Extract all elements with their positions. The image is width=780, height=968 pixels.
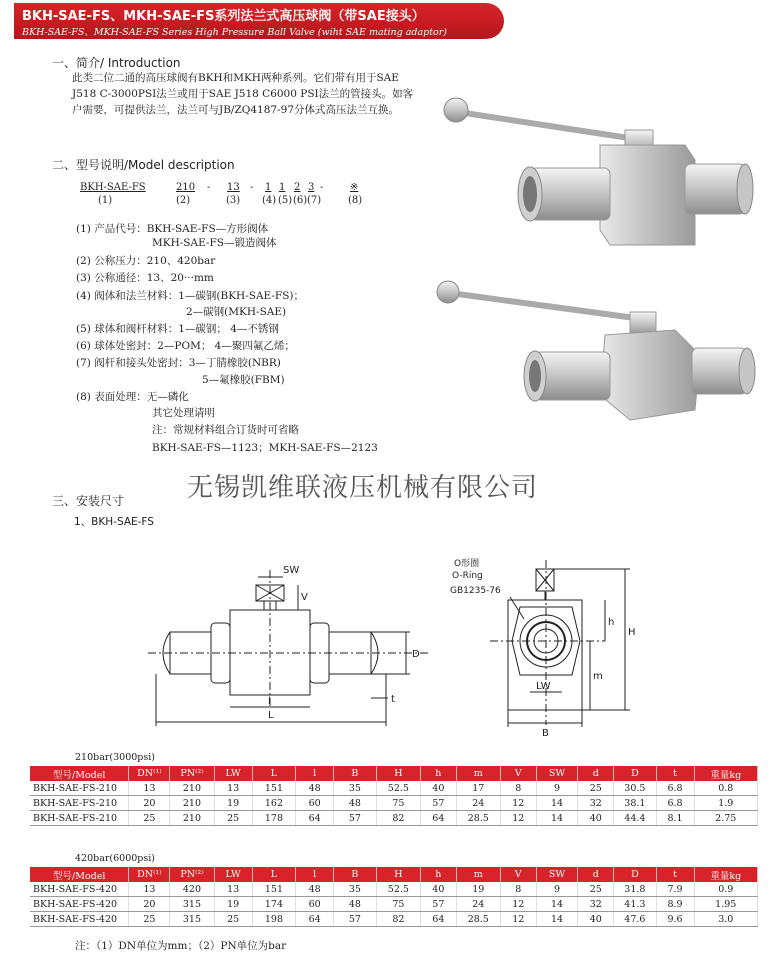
table-header-cell: LW <box>214 867 252 882</box>
table-cell: 35 <box>333 781 376 796</box>
table-header-cell: h <box>420 867 456 882</box>
table-cell: 40 <box>420 882 456 897</box>
table-cell: 25 <box>214 811 252 826</box>
code-part: BKH-SAE-FS <box>80 182 146 193</box>
table-cell: BKH-SAE-FS-210 <box>30 781 129 796</box>
code-num: (8) <box>348 195 363 206</box>
code-part: - <box>320 182 324 193</box>
table-cell: 2.75 <box>694 811 757 826</box>
table-header-cell: m <box>456 867 500 882</box>
table-header-cell: 重量kg <box>694 867 757 882</box>
table-row <box>30 811 758 826</box>
oring-label: O-Ring <box>452 571 483 581</box>
table-cell: 48 <box>296 882 334 897</box>
code-part: 210 <box>176 182 196 193</box>
table-cell: 24 <box>456 897 500 912</box>
title-banner <box>14 3 504 39</box>
table-cell: 57 <box>333 912 376 927</box>
table-cell: 9 <box>536 781 578 796</box>
table-cell: 14 <box>536 912 578 927</box>
table-cell: 32 <box>578 897 614 912</box>
product-photos <box>420 90 770 450</box>
table-header-cell: LW <box>214 766 252 781</box>
table-cell: BKH-SAE-FS-210 <box>30 796 129 811</box>
table-cell: 20 <box>129 796 170 811</box>
table-cell: 28.5 <box>456 912 500 927</box>
table-header-cell: D <box>614 867 656 882</box>
table-cell: 1.9 <box>694 796 757 811</box>
table-420-caption: 420bar(6000psi) <box>75 853 156 864</box>
table-cell: 14 <box>536 796 578 811</box>
code-part: - <box>207 182 211 193</box>
table-cell: 13 <box>214 781 252 796</box>
table-header-cell: m <box>456 766 500 781</box>
code-part: 1 <box>279 182 286 193</box>
table-cell: 19 <box>214 897 252 912</box>
title-cn: BKH-SAE-FS、MKH-SAE-FS系列法兰式高压球阀（带SAE接头） <box>22 9 425 24</box>
table-cell: 48 <box>333 897 376 912</box>
dim-label: D <box>412 649 420 660</box>
table-cell: 35 <box>333 882 376 897</box>
table-cell: 8 <box>500 781 536 796</box>
table-cell: 14 <box>536 811 578 826</box>
table-cell: 6.8 <box>656 796 694 811</box>
table-header-cell: SW <box>536 766 578 781</box>
model-item: MKH-SAE-FS—锻造阀体 <box>152 237 277 249</box>
table-header-cell: d <box>578 867 614 882</box>
dim-label: t <box>391 694 395 705</box>
table-cell: 40 <box>420 781 456 796</box>
model-item: (6) 球体处密封：2—POM； 4—聚四氟乙烯； <box>76 340 295 352</box>
model-item: 其它处理请明 <box>152 407 215 419</box>
table-cell: 12 <box>500 897 536 912</box>
model-item: (1) 产品代号：BKH-SAE-FS—方形阀体 <box>76 223 269 235</box>
model-item: (5) 球体和阀杆材料：1—碳钢； 4—不锈钢 <box>76 323 279 335</box>
table-header-cell: t <box>656 766 694 781</box>
code-part: 1 <box>265 182 272 193</box>
model-heading: 二、型号说明/Model description <box>52 158 235 172</box>
code-part: 13 <box>227 182 240 193</box>
oring-label: GB1235-76 <box>450 586 501 596</box>
table-cell: 52.5 <box>376 781 420 796</box>
model-item: (8) 表面处理：无—磷化 <box>76 391 189 403</box>
table-cell: 38.1 <box>614 796 656 811</box>
table-cell: 8 <box>500 882 536 897</box>
table-cell: 14 <box>536 897 578 912</box>
table-header-cell: H <box>376 766 420 781</box>
dim-label: l <box>268 696 271 707</box>
table-cell: 64 <box>296 811 334 826</box>
intro-heading: 一、简介/ Introduction <box>52 56 181 70</box>
table-cell: 44.4 <box>614 811 656 826</box>
table-row <box>30 897 758 912</box>
table-header-cell: L <box>252 766 296 781</box>
table-header-cell: l <box>296 766 334 781</box>
table-cell: 20 <box>129 897 170 912</box>
table-cell: 12 <box>500 811 536 826</box>
table-cell: 25 <box>129 811 170 826</box>
title-en: BKH-SAE-FS、MKH-SAE-FS Series High Pressure Ball Valve (wiht SAE mating adaptor) <box>22 27 447 38</box>
table-header-cell: h <box>420 766 456 781</box>
table-cell: 8.9 <box>656 897 694 912</box>
install-subheading: 1、BKH-SAE-FS <box>74 516 154 528</box>
table-cell: 64 <box>420 811 456 826</box>
table-cell: 28.5 <box>456 811 500 826</box>
table-cell: 13 <box>129 781 170 796</box>
oring-label: O形圈 <box>454 559 480 569</box>
table-cell: 3.0 <box>694 912 757 927</box>
table-row <box>30 882 758 897</box>
table-cell: 64 <box>296 912 334 927</box>
table-cell: 178 <box>252 811 296 826</box>
table-cell: 19 <box>456 882 500 897</box>
table-cell: 40 <box>578 912 614 927</box>
code-num: (5) <box>278 195 293 206</box>
table-cell: 40 <box>578 811 614 826</box>
table-header-cell: PN⁽²⁾ <box>170 867 214 882</box>
code-num: (3) <box>226 195 241 206</box>
table-cell: BKH-SAE-FS-420 <box>30 897 129 912</box>
dim-label: B <box>542 728 549 739</box>
table-cell: 12 <box>500 796 536 811</box>
table-cell: 57 <box>333 811 376 826</box>
table-cell: 13 <box>214 882 252 897</box>
table-cell: 47.6 <box>614 912 656 927</box>
dim-label: LW <box>536 681 551 692</box>
table-cell: 210 <box>170 796 214 811</box>
model-item: 5—氟橡胶(FBM) <box>202 374 285 386</box>
table-cell: 31.8 <box>614 882 656 897</box>
code-num: (4) <box>262 195 277 206</box>
table-cell: 151 <box>252 882 296 897</box>
table-header-cell: B <box>333 867 376 882</box>
table-cell: 25 <box>578 882 614 897</box>
code-num: (7) <box>307 195 322 206</box>
table-cell: 48 <box>333 796 376 811</box>
table-cell: 41.3 <box>614 897 656 912</box>
table-cell: 25 <box>578 781 614 796</box>
table-cell: 162 <box>252 796 296 811</box>
code-part: 2 <box>294 182 301 193</box>
table-cell: 151 <box>252 781 296 796</box>
table-cell: BKH-SAE-FS-420 <box>30 882 129 897</box>
table-header-cell: V <box>500 766 536 781</box>
table-cell: 0.8 <box>694 781 757 796</box>
table-cell: 7.9 <box>656 882 694 897</box>
install-heading: 三、安装尺寸 <box>52 494 125 508</box>
table-header-cell: d <box>578 766 614 781</box>
table-cell: 60 <box>296 796 334 811</box>
table-cell: 30.5 <box>614 781 656 796</box>
code-num: (6) <box>293 195 308 206</box>
table-cell: 9 <box>536 882 578 897</box>
dim-label: V <box>301 592 308 603</box>
table-cell: 210 <box>170 811 214 826</box>
code-part: 3 <box>308 182 315 193</box>
table-cell: 0.9 <box>694 882 757 897</box>
model-item: BKH-SAE-FS—1123；MKH-SAE-FS—2123 <box>152 442 378 454</box>
table-header-cell: PN⁽²⁾ <box>170 766 214 781</box>
table-cell: 57 <box>420 796 456 811</box>
table-cell: 82 <box>376 811 420 826</box>
code-num: (2) <box>176 195 191 206</box>
table-header-cell: DN⁽¹⁾ <box>129 766 170 781</box>
table-cell: 24 <box>456 796 500 811</box>
drawing-side-view <box>138 560 438 735</box>
table-cell: 198 <box>252 912 296 927</box>
footnote: 注：（1）DN单位为mm；（2）PN单位为bar <box>75 940 287 952</box>
company-watermark: 无锡凯维联液压机械有限公司 <box>187 473 539 503</box>
code-part: ※ <box>350 182 359 193</box>
table-header-cell: 型号/Model <box>30 867 129 882</box>
table-header-cell: l <box>296 867 334 882</box>
table-header-cell: L <box>252 867 296 882</box>
code-num: (1) <box>98 195 113 206</box>
table-cell: 25 <box>214 912 252 927</box>
table-cell: 8.1 <box>656 811 694 826</box>
table-header-cell: B <box>333 766 376 781</box>
table-header-cell: 型号/Model <box>30 766 129 781</box>
table-cell: 9.6 <box>656 912 694 927</box>
table-cell: 315 <box>170 897 214 912</box>
table-cell: 6.8 <box>656 781 694 796</box>
table-cell: 12 <box>500 912 536 927</box>
valve-photo-square <box>444 98 753 245</box>
table-cell: 1.95 <box>694 897 757 912</box>
table-cell: 57 <box>420 897 456 912</box>
table-cell: 420 <box>170 882 214 897</box>
dim-label: L <box>268 710 274 721</box>
table-header-cell: DN⁽¹⁾ <box>129 867 170 882</box>
model-code <box>80 182 380 212</box>
table-cell: 75 <box>376 897 420 912</box>
table-cell: 210 <box>170 781 214 796</box>
table-row <box>30 912 758 927</box>
table-cell: 25 <box>129 912 170 927</box>
table-cell: 19 <box>214 796 252 811</box>
code-part: - <box>250 182 254 193</box>
dim-label: SW <box>283 565 300 576</box>
model-item: (2) 公称压力：210、420bar <box>76 255 216 267</box>
table-cell: 13 <box>129 882 170 897</box>
table-header-cell: t <box>656 867 694 882</box>
table-header-cell: SW <box>536 867 578 882</box>
table-210-caption: 210bar(3000psi) <box>75 752 156 763</box>
drawing-end-view <box>450 555 650 740</box>
table-cell: BKH-SAE-FS-210 <box>30 811 129 826</box>
table-header-cell: H <box>376 867 420 882</box>
spec-table-420 <box>30 867 758 927</box>
table-cell: 32 <box>578 796 614 811</box>
table-cell: 174 <box>252 897 296 912</box>
model-item: 2—碳钢(MKH-SAE) <box>186 306 287 318</box>
table-cell: 75 <box>376 796 420 811</box>
table-cell: 48 <box>296 781 334 796</box>
table-header-cell: D <box>614 766 656 781</box>
model-item: (3) 公称通径：13、20···mm <box>76 272 214 284</box>
table-row <box>30 781 758 796</box>
valve-photo-forged <box>437 281 755 420</box>
table-header-cell: V <box>500 867 536 882</box>
table-cell: 82 <box>376 912 420 927</box>
model-item: 注：常规材料组合订货时可省略 <box>152 424 299 436</box>
table-cell: 60 <box>296 897 334 912</box>
dim-label: m <box>593 671 603 682</box>
table-cell: 64 <box>420 912 456 927</box>
table-header-cell: 重量kg <box>694 766 757 781</box>
dim-label: h <box>608 617 615 628</box>
model-item: (4) 阀体和法兰材料：1—碳钢(BKH-SAE-FS)； <box>76 290 305 302</box>
table-cell: 17 <box>456 781 500 796</box>
table-cell: 52.5 <box>376 882 420 897</box>
intro-text: 此类二位二通的高压球阀有BKH和MKH两种系列。它们带有用于SAE J518 C-3000PSI法兰或用于SAE J518 C6000 PSI法兰的管接头。如客户需要，可提供法兰，法兰可与JB/ZQ4187-97分体式高压法兰互换。 <box>72 72 414 116</box>
model-item: (7) 阀杆和接头处密封：3—丁腈橡胶(NBR) <box>76 357 281 369</box>
table-row <box>30 796 758 811</box>
dim-label: H <box>628 627 636 638</box>
spec-table-210 <box>30 766 758 826</box>
table-cell: 315 <box>170 912 214 927</box>
table-cell: BKH-SAE-FS-420 <box>30 912 129 927</box>
